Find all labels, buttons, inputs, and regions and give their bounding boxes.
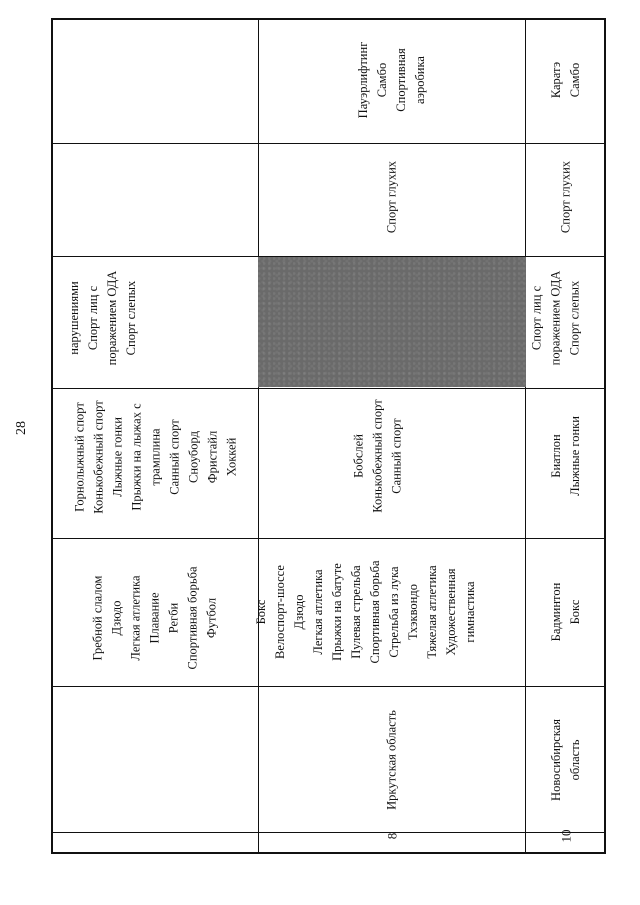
- sport-item: поражением ОДА: [548, 270, 563, 366]
- disabled-sports-list: [65, 271, 141, 366]
- sport-item: Спорт слепых: [567, 280, 582, 356]
- sport-item: Спортивная борьба: [185, 566, 200, 670]
- sport-item: нарушениями: [67, 281, 81, 355]
- sport-item: Футбол: [204, 597, 219, 639]
- sport-item: Тяжелая атлетика: [425, 565, 439, 659]
- region-line: Новосибирская: [549, 719, 563, 801]
- page-number: 28: [14, 421, 29, 435]
- sport-item: Спорт глухих: [384, 160, 399, 234]
- sport-item: Легкая атлетика: [128, 575, 143, 661]
- region-name: Иркутская область: [384, 710, 399, 810]
- sport-item: Легкая атлетика: [311, 569, 325, 655]
- sport-item: Самбо: [568, 62, 582, 98]
- sport-item: Художественная: [444, 568, 458, 656]
- sport-item: Биатлон: [549, 434, 563, 478]
- non-olympic-sports-list: [354, 42, 430, 119]
- summer-sports-list: [252, 561, 480, 664]
- sport-item: Фристайл: [205, 430, 220, 484]
- deaf-sports-list: [383, 161, 402, 233]
- sport-item: Дзюдо: [109, 600, 124, 636]
- sport-item: Прыжки на батуте: [330, 563, 344, 661]
- deaf-sports-list: [557, 161, 576, 233]
- column-divider: [53, 538, 606, 539]
- summer-sports-list: [547, 583, 585, 642]
- winter-sports-list: [547, 416, 585, 496]
- sport-item: Санный спорт: [167, 419, 182, 495]
- column-divider: [53, 388, 606, 389]
- sport-item: Плавание: [147, 592, 162, 644]
- sport-item: Тхэквондо: [406, 584, 420, 640]
- sport-item: аэробика: [413, 56, 427, 104]
- sport-item: Каратэ: [549, 61, 563, 99]
- sport-item: Гребной слалом: [90, 575, 105, 661]
- sport-item: Горнолыжный спорт: [72, 402, 87, 512]
- row-number: 10: [558, 829, 574, 843]
- sport-item: Пулевая стрельба: [349, 565, 363, 659]
- sport-item: Спорт лиц с: [529, 285, 544, 351]
- sport-item: Стрельба из лука: [387, 566, 401, 658]
- sport-item: Спортивная: [394, 48, 408, 112]
- sport-item: Бадминтон: [549, 582, 563, 642]
- summer-sports-list: [89, 567, 222, 670]
- sport-item: Самбо: [375, 62, 389, 98]
- sport-item: Спорт глухих: [558, 160, 573, 234]
- sport-item: Пауэрлифтинг: [356, 41, 370, 119]
- row-divider: [525, 20, 526, 854]
- row-number: 8: [384, 832, 400, 840]
- sport-item: Санный спорт: [389, 418, 404, 494]
- sport-item: Сноуборд: [186, 431, 201, 483]
- column-divider: [53, 686, 606, 687]
- sport-item: Спорт лиц с: [86, 285, 100, 351]
- column-divider: [53, 832, 606, 833]
- disabled-sports-list: [528, 271, 585, 366]
- sport-item: Бокс: [254, 599, 268, 625]
- sport-item: Конькобежный спорт: [370, 399, 385, 513]
- sport-item: Регби: [166, 602, 181, 634]
- sport-item: Лыжные гонки: [568, 416, 582, 496]
- sport-item: Бокс: [568, 599, 582, 625]
- region-line: область: [568, 739, 582, 781]
- sport-item: гимнастика: [463, 581, 477, 643]
- non-olympic-sports-list: [547, 62, 585, 98]
- row-divider: [258, 20, 259, 854]
- sport-item: Бобслей: [351, 434, 366, 478]
- sport-item: Велоспорт-шоссе: [273, 565, 287, 659]
- sport-item: Конькобежный спорт: [91, 400, 106, 514]
- sport-item: Прыжки на лыжах с: [129, 403, 144, 511]
- winter-sports-list: [71, 400, 242, 513]
- winter-sports-list: [350, 399, 407, 512]
- sport-item: Дзюдо: [292, 594, 306, 630]
- sport-item: трамплина: [148, 428, 163, 486]
- sport-item: Спорт слепых: [124, 280, 138, 356]
- shaded-cell: [258, 257, 526, 387]
- region-name: [547, 719, 585, 801]
- sport-item: поражением ОДА: [105, 270, 119, 366]
- sport-item: Хоккей: [224, 437, 239, 477]
- sport-item: Спортивная борьба: [368, 560, 382, 664]
- sport-item: Лыжные гонки: [110, 417, 125, 497]
- column-divider: [53, 143, 606, 144]
